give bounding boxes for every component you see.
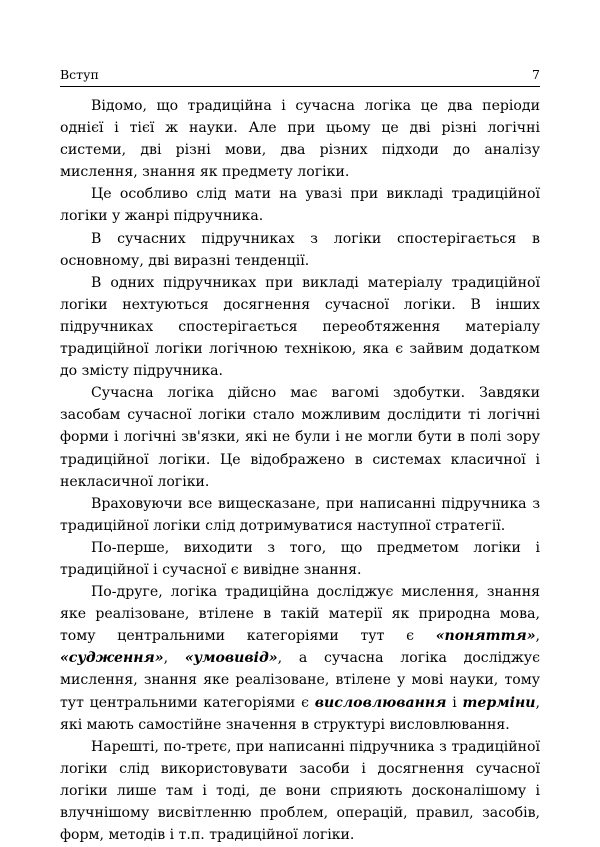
paragraph-4: В одних підручниках при викладі матеріалу традиційної логіки нехтуються досягнення сучасної логіки. В інших підручниках спостерігається переобтяження матеріалу традиційної логіки логічною технікою, яка є зайвим додатком до змісту підручника. [60,274,540,380]
page-number: 7 [532,67,540,82]
paragraph-5: Сучасна логіка дійсно має вагомі здобутки. Завдяки засобам сучасної логіки стало можливим дослідити ті логічні форми і логічні зв'язки, які не були і не могли бути в полі зору традиційної логіки. Це відображено в системах класичної і некласичної логіки. [60,385,540,490]
paragraph-8-part-b: , а сучасна логіка досліджує мислення, знання яке реалізоване, втілене у мові науки, тому тут центральними категоріями є [60,650,540,711]
separator: , [535,628,540,645]
paragraph-2: Це особливо слід мати на увазі при викладі традиційної логіки у жанрі підручника. [60,186,540,225]
paragraph-8-part-d: , які мають самостійне значення в структурі висловлювання. [60,694,541,733]
term-concept: «поняття» [435,628,536,645]
body-text [60,95,540,846]
paragraph-1: Відомо, що традиційна і сучасна логіка це два періоди однієї і тієї ж науки. Але при цьому це дві різні логічні системи, дві різні мови, два різних підходи до аналізу мислення, знання як предмету логіки. [60,98,540,181]
paragraph-8 [60,581,540,736]
term-judgment: «судження» [60,650,164,667]
paragraph-9: Нарешті, по-третє, при написанні підручника з традиційної логіки слід використовувати засоби і досягнення сучасної логіки лише там і тоді, де вони сприяють досконалішому і влучнішому висвітленню проблем, операцій, правил, засобів, форм, методів і т.п. традиційної логіки. [60,738,540,844]
paragraph-7: По-перше, виходити з того, що предметом логіки і традиційної і сучасної є вивідне знання. [60,539,540,578]
running-header [60,66,540,87]
paragraph-8-part-c: і [446,694,463,711]
paragraph-8-part-a: По-друге, логіка традиційна досліджує мислення, знання яке реалізоване, втілене в такій матерії як природна мова, тому центральними категоріями тут є [60,584,540,645]
term-terms: терміни [462,694,536,711]
term-statement: висловлювання [314,694,447,711]
paragraph-6: Враховуючи все вищесказане, при написанні підручника з традиційної логіки слід дотримуватися наступної стратегії. [60,495,540,534]
term-inference: «умовивід» [184,650,278,667]
separator: , [163,650,185,667]
paragraph-3: В сучасних підручниках з логіки спостерігається в основному, дві виразні тенденції. [60,230,540,269]
section-title: Вступ [60,67,99,82]
